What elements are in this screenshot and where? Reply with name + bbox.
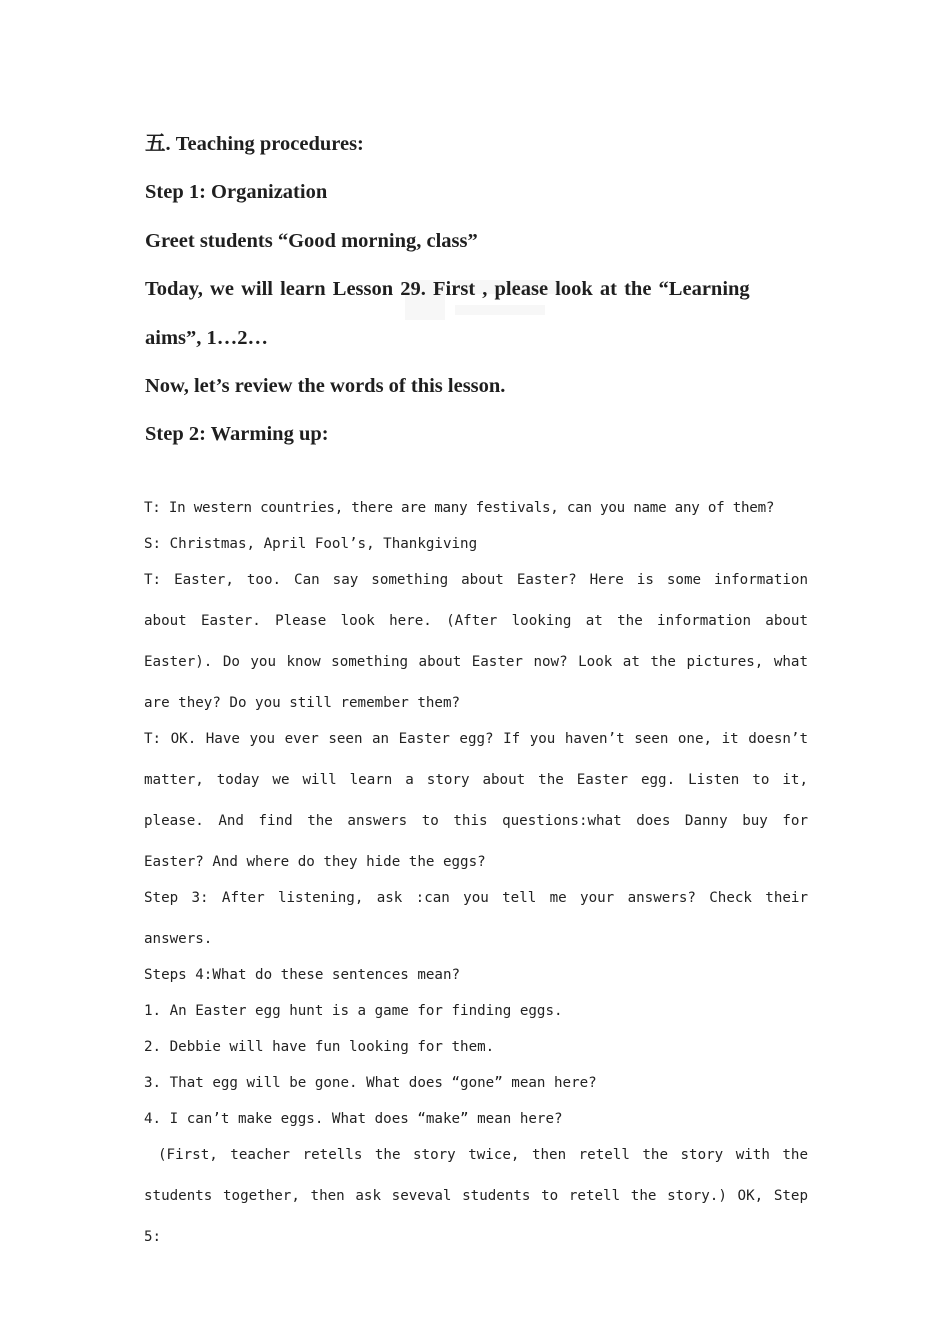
list-item-4: 4. I can’t make eggs. What does “make” mean here? — [144, 1111, 563, 1127]
paragraph-step-3: Step 3: After listening, ask :can you tell me your answers? Check their answers. — [144, 890, 808, 947]
paragraph-easter-info: T: Easter, too. Can say something about Easter? Here is some information about Easter. Please look here. (After looking at the information about Easter). Do you know something about Easter now? Look at the pictures, what are they? Do you still remember them? — [144, 572, 808, 711]
paragraph-retell: (First, teacher retells the story twice, then retell the story with the students together, then ask seveval students to retell the story.) OK, Step 5: — [144, 1147, 808, 1245]
list-item-1: 1. An Easter egg hunt is a game for finding eggs. — [144, 1003, 563, 1019]
paragraph-step-4: Steps 4:What do these sentences mean? — [144, 967, 461, 983]
dialogue-block — [144, 488, 808, 1253]
procedures-heading-block — [145, 128, 825, 467]
list-item-3: 3. That egg will be gone. What does “gone” mean here? — [144, 1075, 597, 1091]
paragraph-student-answer: S: Christmas, April Fool’s, Thankgiving — [144, 536, 478, 552]
list-item-2: 2. Debbie will have fun looking for them. — [144, 1039, 495, 1055]
step-1-heading: Step 1: Organization — [145, 181, 328, 204]
paragraph-teacher-question: T: In western countries, there are many festivals, can you name any of them? — [144, 500, 775, 516]
lesson-intro-line-2: aims”, 1…2… — [145, 326, 268, 349]
greeting-line: Greet students “Good morning, class” — [145, 229, 478, 252]
review-words-line: Now, let’s review the words of this lesson. — [145, 374, 506, 397]
paragraph-easter-egg-story: T: OK. Have you ever seen an Easter egg? If you haven’t seen one, it doesn’t matter, today we will learn a story about the Easter egg. Listen to it, please. And find the answers to this questions:what does Danny buy for Easter? And where do they hide the eggs? — [144, 731, 808, 870]
step-2-heading: Step 2: Warming up: — [145, 423, 329, 446]
section-title: 五. Teaching procedures: — [145, 133, 364, 155]
lesson-intro-line-1: Today, we will learn Lesson 29. First , please look at the “Learning — [145, 278, 750, 301]
